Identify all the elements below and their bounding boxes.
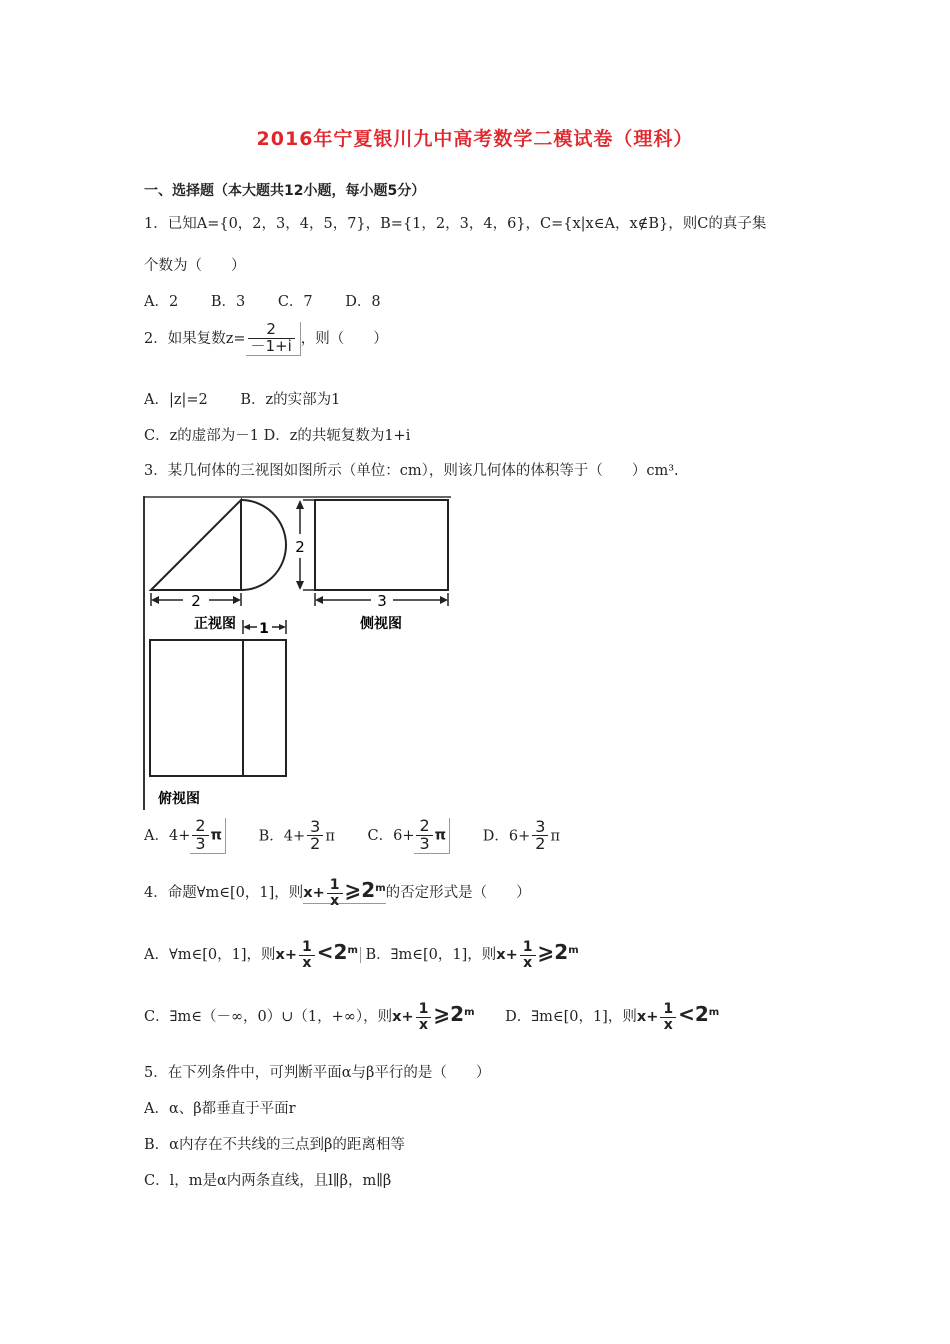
q2-option-a: A．|z|=2 bbox=[144, 392, 208, 408]
q1-option-b: B．3 bbox=[210, 294, 246, 310]
q5-option-c: C．l，m是α内两条直线，且l∥β，m∥β bbox=[144, 1173, 392, 1189]
q2-frac-den: －1+i bbox=[250, 336, 292, 355]
page-title: 2016年宁夏银川九中高考数学二模试卷（理科） bbox=[256, 128, 694, 150]
top-dim-label: 1 bbox=[259, 621, 269, 637]
q1-option-d: D．8 bbox=[345, 294, 381, 310]
q3-option-b: B．4+ $\frac{3}{2}$ π bbox=[258, 816, 335, 854]
q1-option-c: C．7 bbox=[277, 294, 313, 310]
q1-stem-line2: 个数为（ ） bbox=[144, 258, 246, 274]
q2-options-cd: C．z的虚部为－1 D．z的共轭复数为1+i bbox=[144, 428, 411, 444]
q5-option-a: A．α、β都垂直于平面r bbox=[144, 1101, 296, 1117]
q2-prefix: 2．如果复数z= bbox=[144, 330, 246, 347]
q4-option-b: B．∃m∈[0，1]，则x+ $\frac{1}{x}$ ⩾2$^m$ bbox=[365, 939, 579, 971]
q2-frac-num: 2 bbox=[248, 322, 295, 339]
height-label: 2 bbox=[295, 538, 305, 556]
q1-option-a: A．2 bbox=[144, 294, 179, 310]
section-heading: 一、选择题（本大题共12小题，每小题5分） bbox=[144, 183, 426, 199]
front-width-label: 2 bbox=[191, 592, 201, 610]
three-view-figure bbox=[143, 496, 453, 810]
q3-options bbox=[144, 818, 588, 854]
q4-option-a: A．∀m∈[0，1]，则x+ $\frac{1}{x}$ $<2^m$ bbox=[144, 939, 358, 971]
q3-stem: 3．某几何体的三视图如图所示（单位：cm），则该几何体的体积等于（ ）cm³. bbox=[144, 463, 679, 479]
q3-option-d: D．6+ $\frac{3}{2}$ π bbox=[482, 816, 560, 854]
q1-stem-line1: 1．已知A={0，2，3，4，5，7}，B={1，2，3，4，6}，C={x|x∈A，x∉B}，则C的真子集 bbox=[144, 216, 767, 232]
q3-option-c: C．6+ $\frac{2}{3}$ π bbox=[368, 818, 451, 854]
q2-options-ab bbox=[144, 388, 340, 409]
q5-stem: 5．在下列条件中，可判断平面α与β平行的是（ ） bbox=[144, 1065, 491, 1081]
side-view-label: 侧视图 bbox=[360, 616, 402, 632]
q2-option-b: B．z的实部为1 bbox=[240, 392, 341, 408]
side-width-label: 3 bbox=[377, 592, 387, 610]
q2-fraction bbox=[248, 322, 295, 355]
q4-option-c: C．∃m∈（－∞，0）∪（1，+∞），则x+ $\frac{1}{x}$ ⩾2$^m$ bbox=[144, 1001, 475, 1033]
q2-stem bbox=[144, 322, 388, 356]
q2-suffix: ，则（ ） bbox=[300, 330, 388, 347]
q5-option-b: B．α内存在不共线的三点到β的距离相等 bbox=[144, 1137, 405, 1153]
q4-option-d: D．∃m∈[0，1]，则x+ $\frac{1}{x}$ $<2^m$ bbox=[505, 1001, 720, 1033]
front-view-label: 正视图 bbox=[194, 616, 236, 632]
q1-options bbox=[144, 290, 409, 311]
q3-option-a: A．4+ $\frac{2}{3}$ π bbox=[144, 818, 226, 854]
q4-options-ab bbox=[144, 940, 579, 970]
q4-options-cd bbox=[144, 1002, 719, 1032]
top-view-label: 俯视图 bbox=[158, 791, 200, 807]
q4-stem: 4．命题∀m∈[0，1]，则x+ $\frac{1}{x}$ ⩾2$^m$的否定形式是（ ） bbox=[144, 877, 531, 909]
